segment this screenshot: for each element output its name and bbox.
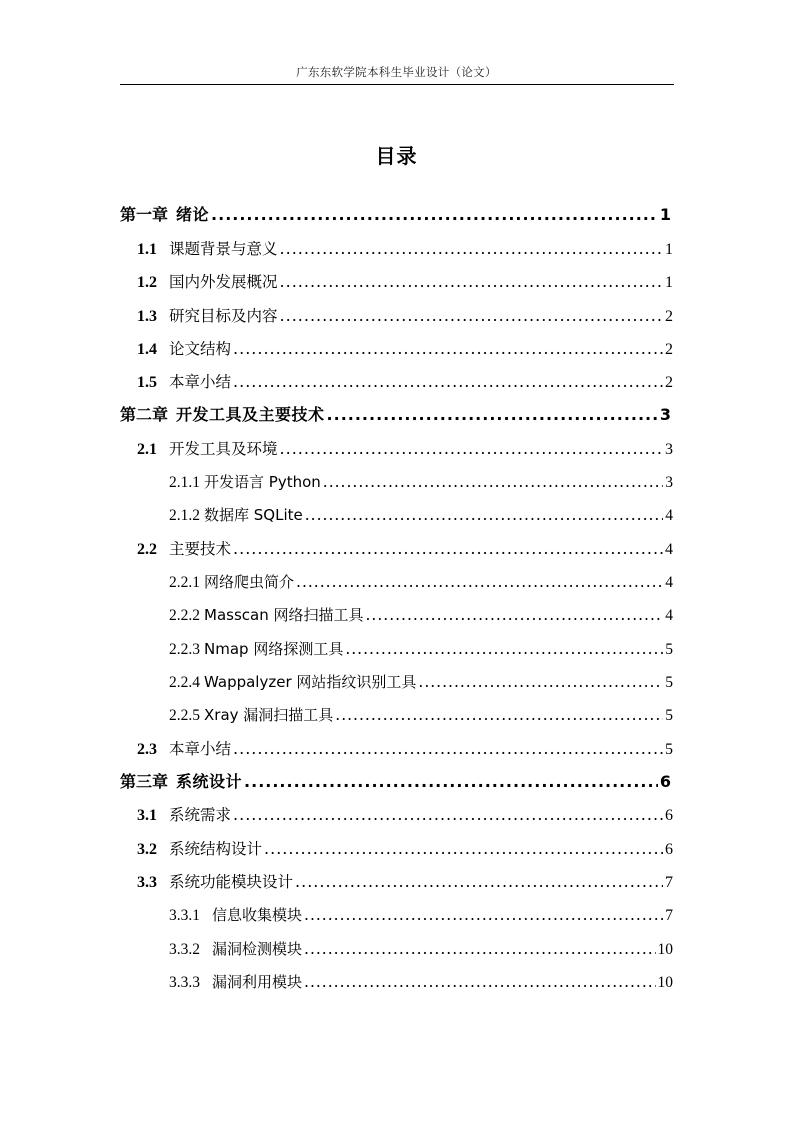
toc-entry-page: 3 — [665, 441, 673, 458]
toc-entry-chapter-1[interactable] — [120, 203, 671, 227]
dot-leader — [418, 670, 663, 694]
toc-entry-number: 1.3 — [137, 308, 157, 325]
toc-entry-page: 3 — [665, 474, 673, 491]
toc-entry-2-1[interactable] — [137, 437, 673, 461]
toc-entry-label: 绪论 — [176, 205, 210, 224]
toc-entry-label: 开发工具及环境 — [169, 440, 278, 458]
toc-entry-page: 1 — [665, 274, 673, 291]
toc-entry-chapter-2[interactable] — [120, 403, 671, 427]
toc-entry-label: 开发工具及主要技术 — [176, 405, 325, 424]
toc-entry-2-2-4[interactable] — [169, 670, 673, 694]
toc-entry-2-2-3[interactable] — [169, 637, 673, 661]
toc-entry-number: 2.2.4 — [169, 674, 200, 691]
toc-entry-2-2-1[interactable] — [169, 570, 673, 594]
dot-leader — [304, 903, 663, 927]
toc-entry-label: Wappalyzer 网站指纹识别工具 — [204, 673, 417, 691]
toc-entry-number: 2.1.1 — [169, 474, 200, 491]
toc-entry-2-2-5[interactable] — [169, 703, 673, 727]
dot-leader — [233, 737, 663, 761]
toc-entry-label: Nmap 网络探测工具 — [204, 640, 344, 658]
toc-entry-chapter-3[interactable] — [120, 770, 671, 794]
toc-entry-2-1-2[interactable] — [169, 503, 673, 527]
toc-entry-page: 6 — [665, 807, 673, 824]
toc-entry-3-3-3[interactable] — [169, 970, 673, 994]
toc-entry-number: 2.1 — [137, 441, 157, 458]
toc-entry-label: 开发语言 Python — [204, 473, 321, 491]
toc-entry-page: 2 — [665, 308, 673, 325]
toc-entry-page: 5 — [665, 641, 673, 658]
toc-entry-page: 1 — [659, 205, 671, 224]
toc-entry-label: Masscan 网络扫描工具 — [204, 606, 364, 624]
toc-entry-page: 4 — [665, 574, 673, 591]
toc-entry-2-2[interactable] — [137, 537, 673, 561]
toc-entry-number: 3.1 — [137, 807, 157, 824]
toc-entry-number: 1.5 — [137, 374, 157, 391]
toc-entry-1-1[interactable] — [137, 237, 673, 261]
toc-entry-page: 3 — [659, 405, 671, 424]
toc-entry-label: 漏洞检测模块 — [212, 940, 303, 958]
toc-entry-page: 2 — [665, 341, 673, 358]
toc-entry-page: 1 — [665, 241, 673, 258]
toc-entry-label: 系统结构设计 — [169, 840, 263, 858]
toc-entry-3-3[interactable] — [137, 870, 673, 894]
header-divider — [120, 84, 674, 85]
toc-entry-page: 5 — [665, 707, 673, 724]
dot-leader — [211, 203, 658, 227]
dot-leader — [323, 470, 663, 494]
toc-entry-page: 4 — [665, 541, 673, 558]
dot-leader — [244, 770, 658, 794]
toc-entry-number: 2.2.1 — [169, 574, 200, 591]
toc-entry-number: 1.1 — [137, 241, 157, 258]
toc-entry-number: 2.2.3 — [169, 641, 200, 658]
toc-entry-label: 本章小结 — [169, 740, 232, 758]
toc-entry-page: 5 — [665, 674, 673, 691]
toc-entry-label: 系统需求 — [169, 806, 232, 824]
toc-entry-number: 1.4 — [137, 341, 157, 358]
toc-entry-1-3[interactable] — [137, 304, 673, 328]
toc-entry-label: 主要技术 — [169, 540, 232, 558]
dot-leader — [233, 803, 663, 827]
toc-entry-number: 第一章 — [120, 205, 169, 224]
toc-entry-label: 信息收集模块 — [212, 906, 303, 924]
toc-entry-number: 第二章 — [120, 405, 169, 424]
toc-entry-label: 国内外发展概况 — [169, 273, 278, 291]
dot-leader — [233, 537, 663, 561]
toc-entry-page: 4 — [665, 607, 673, 624]
dot-leader — [280, 437, 663, 461]
toc-entry-2-2-2[interactable] — [169, 603, 673, 627]
toc-entry-number: 1.2 — [137, 274, 157, 291]
toc-entry-page: 5 — [665, 741, 673, 758]
toc-entry-3-2[interactable] — [137, 837, 673, 861]
toc-entry-number: 3.3.2 — [169, 941, 200, 958]
toc-entry-number: 3.3.3 — [169, 974, 200, 991]
toc-entry-page: 2 — [665, 374, 673, 391]
toc-entry-number: 3.2 — [137, 841, 157, 858]
dot-leader — [304, 970, 655, 994]
toc-entry-number: 2.1.2 — [169, 507, 200, 524]
toc-entry-label: 系统设计 — [176, 772, 243, 791]
toc-entry-2-3[interactable] — [137, 737, 673, 761]
toc-entry-page: 7 — [665, 874, 673, 891]
dot-leader — [233, 370, 663, 394]
toc-entry-page: 4 — [665, 507, 673, 524]
toc-entry-label: 课题背景与意义 — [169, 240, 278, 258]
dot-leader — [280, 270, 663, 294]
toc-entry-1-2[interactable] — [137, 270, 673, 294]
toc-entry-label: 网络爬虫简介 — [204, 573, 295, 591]
dot-leader — [264, 837, 663, 861]
toc-entry-label: 本章小结 — [169, 373, 232, 391]
toc-entry-1-5[interactable] — [137, 370, 673, 394]
toc-entry-page: 10 — [657, 974, 673, 991]
toc-entry-page: 10 — [657, 941, 673, 958]
toc-entry-number: 3.3.1 — [169, 907, 200, 924]
toc-entry-label: 数据库 SQLite — [204, 506, 303, 524]
toc-entry-2-1-1[interactable] — [169, 470, 673, 494]
dot-leader — [305, 503, 664, 527]
toc-entry-page: 7 — [665, 907, 673, 924]
running-header: 广东东软学院本科生毕业设计（论文） — [296, 67, 497, 79]
toc-entry-3-3-1[interactable] — [169, 903, 673, 927]
toc-entry-number: 2.2.2 — [169, 607, 200, 624]
dot-leader — [365, 603, 663, 627]
toc-entry-1-4[interactable] — [137, 337, 673, 361]
toc-title: 目录 — [375, 144, 418, 168]
toc-entry-number: 第三章 — [120, 772, 169, 791]
dot-leader — [295, 870, 663, 894]
toc-entry-label: 漏洞利用模块 — [212, 973, 303, 991]
toc-entry-number: 3.3 — [137, 874, 157, 891]
toc-entry-page: 6 — [665, 841, 673, 858]
toc-entry-3-1[interactable] — [137, 803, 673, 827]
toc-entry-number: 2.2 — [137, 541, 157, 558]
dot-leader — [280, 237, 663, 261]
dot-leader — [296, 570, 663, 594]
dot-leader — [327, 403, 658, 427]
toc-entry-3-3-2[interactable] — [169, 937, 673, 961]
toc-entry-number: 2.3 — [137, 741, 157, 758]
dot-leader — [280, 304, 663, 328]
dot-leader — [335, 703, 663, 727]
toc-entry-label: 论文结构 — [169, 340, 232, 358]
toc-entry-page: 6 — [659, 772, 671, 791]
toc-entry-number: 2.2.5 — [169, 707, 200, 724]
dot-leader — [233, 337, 663, 361]
dot-leader — [304, 937, 655, 961]
dot-leader — [345, 637, 663, 661]
toc-entry-label: Xray 漏洞扫描工具 — [204, 706, 334, 724]
toc-entry-label: 系统功能模块设计 — [169, 873, 294, 891]
toc-entry-label: 研究目标及内容 — [169, 307, 278, 325]
